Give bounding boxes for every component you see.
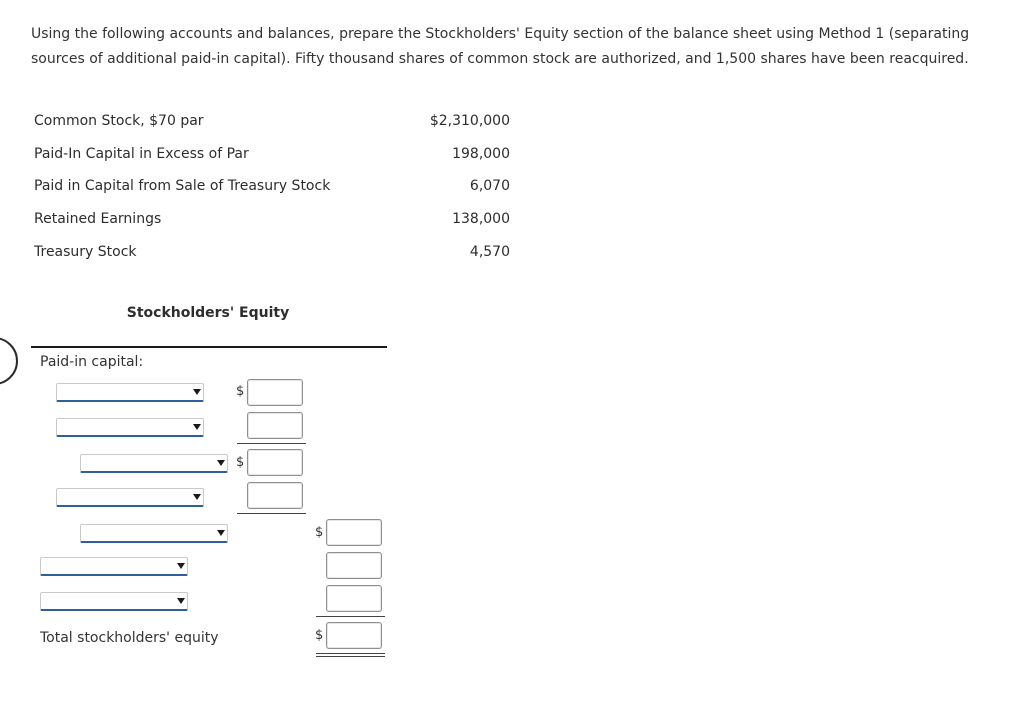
account-row [34, 142, 514, 175]
title-divider [31, 346, 387, 348]
account-amount: $2,310,000 [429, 113, 510, 129]
chevron-down-icon [193, 389, 201, 395]
total-amount-input[interactable] [326, 622, 382, 649]
paid-in-capital-label: Paid-in capital: [40, 354, 144, 370]
account-select-3[interactable] [80, 454, 228, 473]
amount-input-4[interactable] [247, 482, 303, 509]
account-label: Paid in Capital from Sale of Treasury Stock [34, 178, 331, 195]
subtotal-rule [237, 443, 306, 444]
subtotal-rule [316, 616, 385, 617]
amount-input-3[interactable] [247, 449, 303, 476]
account-row [34, 174, 514, 207]
account-label: Paid-In Capital in Excess of Par [34, 145, 249, 162]
total-double-rule-bottom [316, 656, 385, 657]
account-amount: 6,070 [469, 178, 510, 195]
dollar-sign: $ [236, 455, 245, 470]
account-label: Retained Earnings [34, 211, 162, 228]
chevron-down-icon [177, 598, 185, 604]
account-label: Treasury Stock [34, 243, 137, 260]
total-label: Total stockholders' equity [40, 630, 219, 646]
account-select-5[interactable] [80, 524, 228, 543]
account-select-4[interactable] [56, 488, 204, 507]
account-select-6[interactable] [40, 557, 188, 576]
chevron-down-icon [193, 424, 201, 430]
amount-input-5[interactable] [326, 519, 382, 546]
chevron-down-icon [177, 563, 185, 569]
chevron-down-icon [217, 530, 225, 536]
chevron-down-icon [193, 494, 201, 500]
chevron-down-icon [217, 460, 225, 466]
dollar-sign: $ [315, 628, 324, 643]
account-row [34, 207, 514, 240]
total-double-rule-top [316, 653, 385, 654]
account-row [34, 109, 514, 142]
amount-input-7[interactable] [326, 585, 382, 612]
subtotal-rule [237, 513, 306, 514]
account-label: Common Stock, $70 par [34, 113, 204, 129]
accounts-table [34, 109, 514, 272]
account-select-7[interactable] [40, 592, 188, 611]
account-row [34, 240, 514, 273]
dollar-sign: $ [236, 384, 245, 399]
progress-circle-icon [0, 337, 18, 385]
section-title: Stockholders' Equity [126, 305, 290, 321]
account-amount: 138,000 [452, 211, 510, 228]
account-select-1[interactable] [56, 383, 204, 402]
instructions-text: Using the following accounts and balances, prepare the Stockholders' Equity section of the balance sheet using Method 1 (separating sources of additional paid-in capital). Fifty thousand shares of common stock are authorized, and 1,500 shares have been reacquired. [31, 26, 970, 67]
account-amount: 4,570 [469, 243, 510, 260]
account-amount: 198,000 [452, 145, 510, 162]
account-select-2[interactable] [56, 418, 204, 437]
amount-input-2[interactable] [247, 412, 303, 439]
amount-input-1[interactable] [247, 379, 303, 406]
amount-input-6[interactable] [326, 552, 382, 579]
dollar-sign: $ [315, 525, 324, 540]
